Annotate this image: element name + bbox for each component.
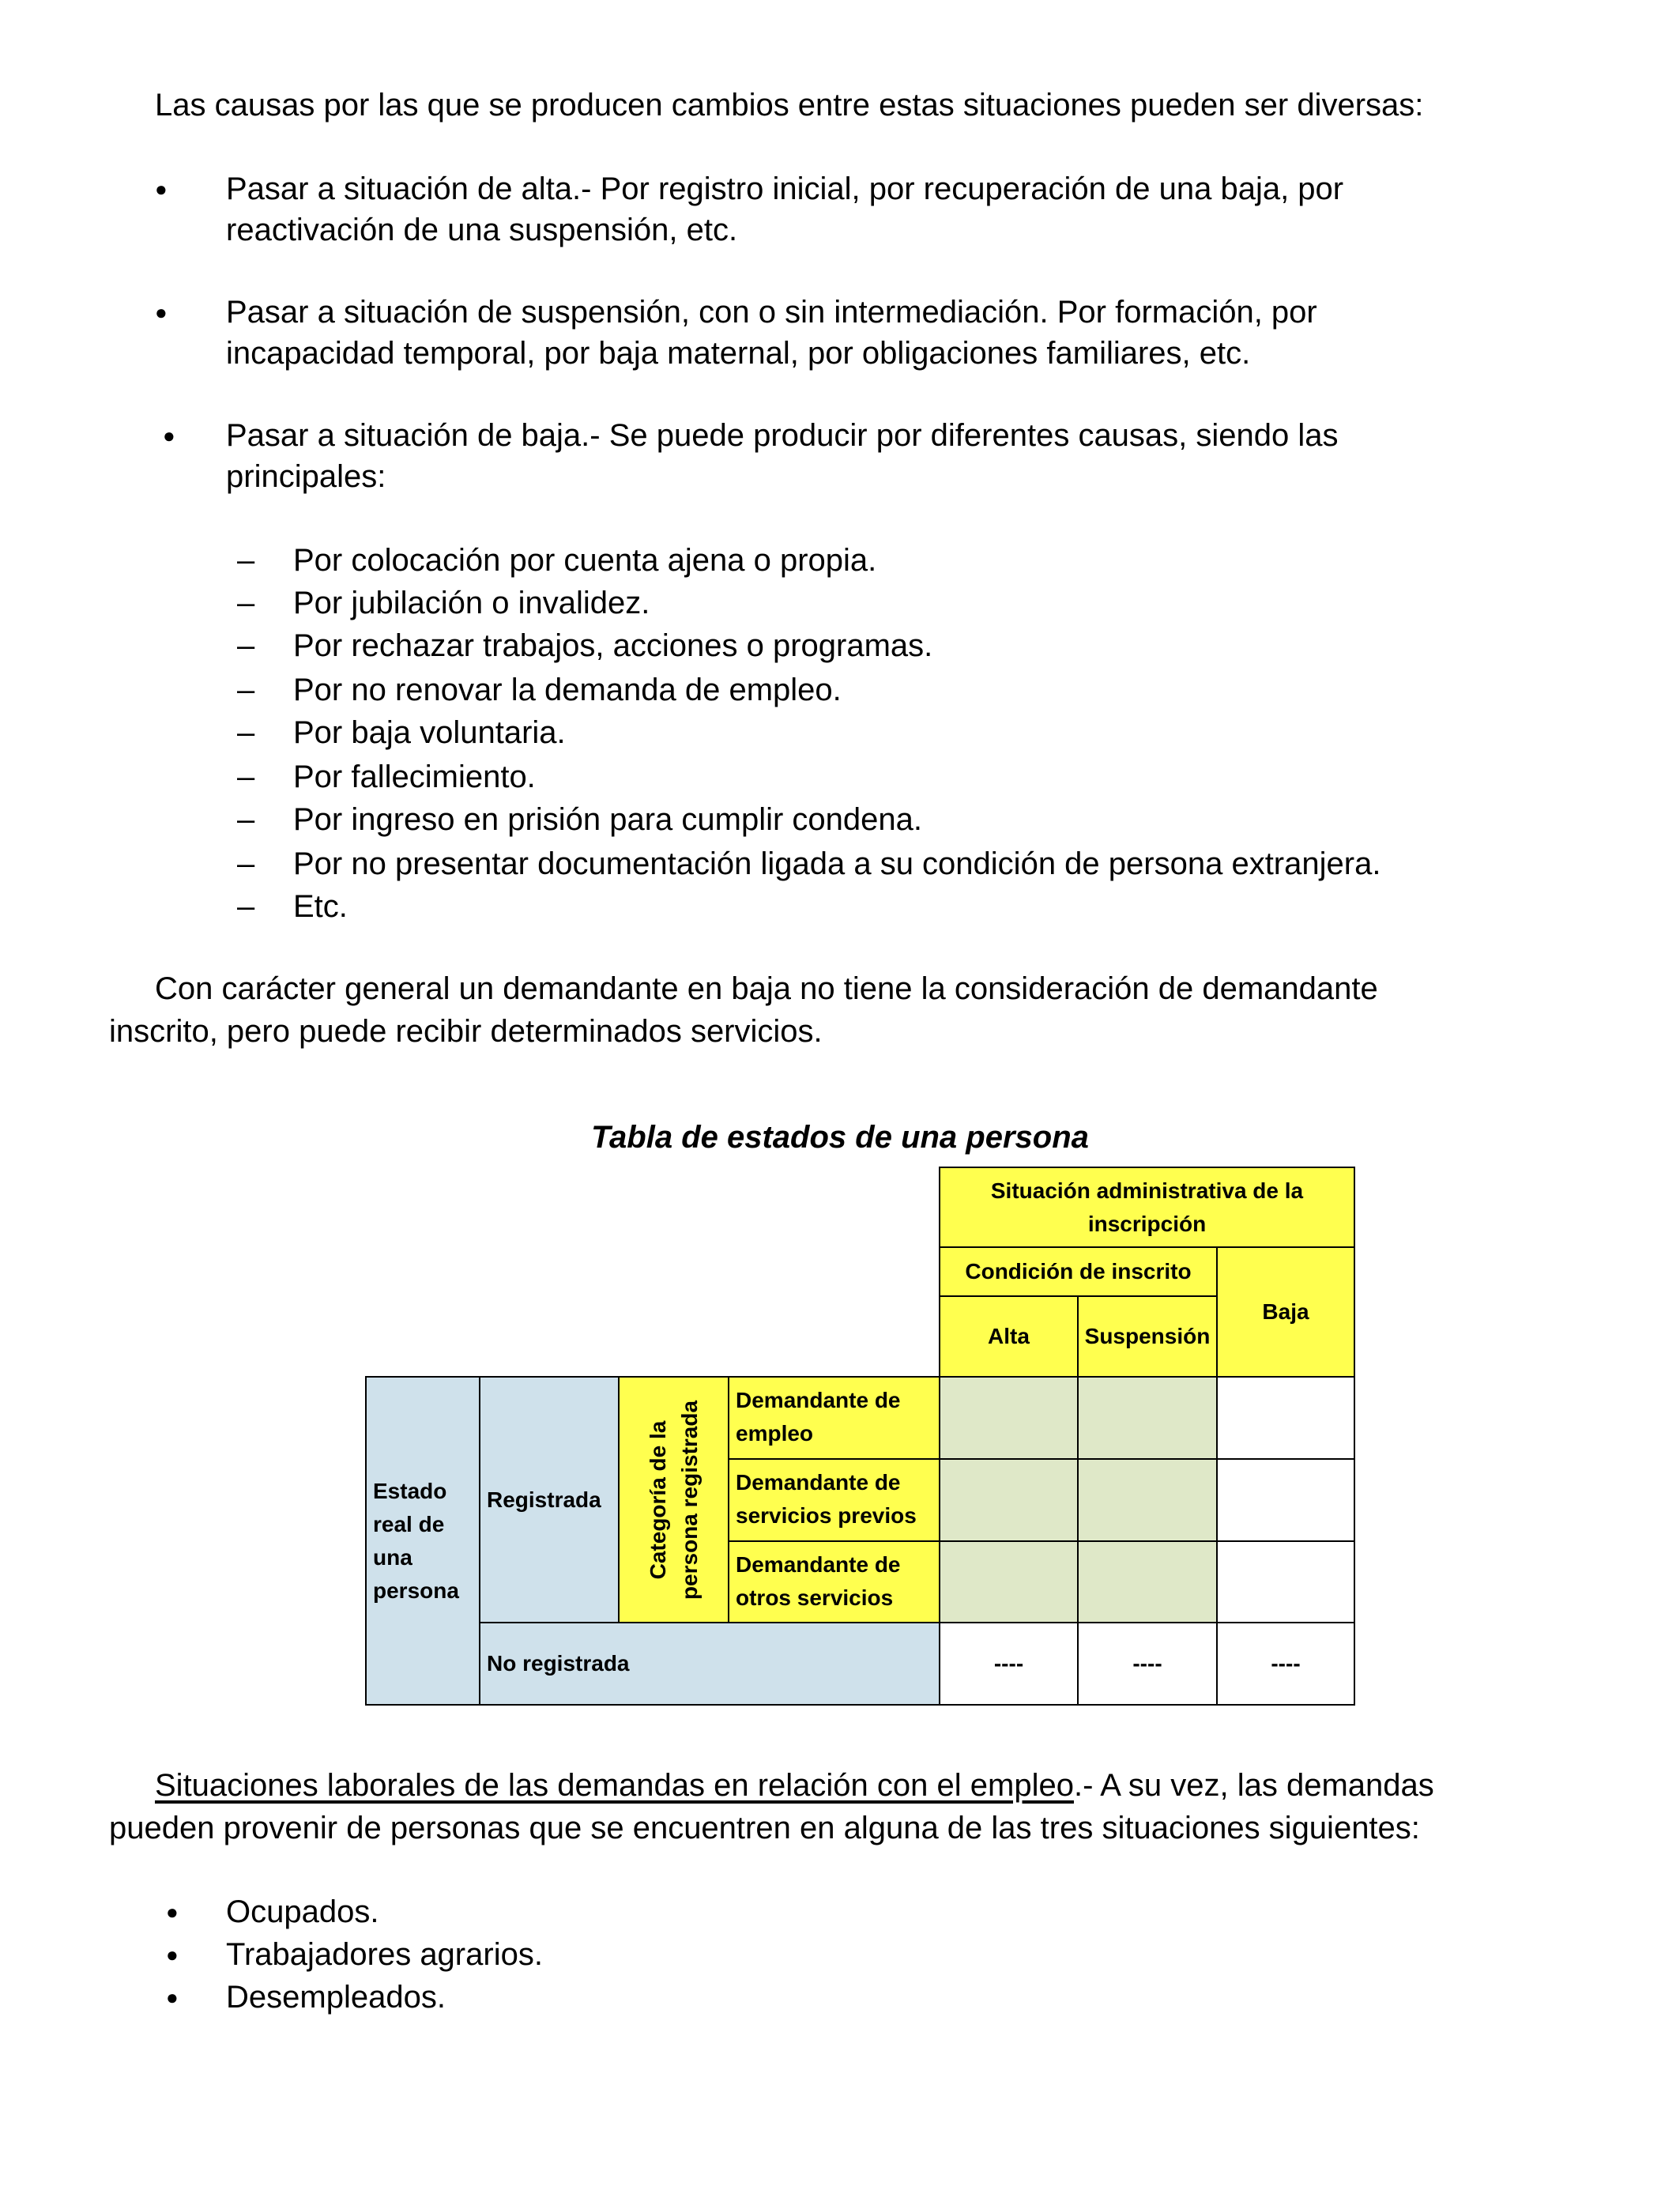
- row-demandante-servicios-previos: [728, 1458, 940, 1542]
- cell-no-registrada-suspension: [1077, 1622, 1218, 1706]
- final-bullet-item: Ocupados.: [226, 1894, 379, 1929]
- bullet-baja-line2: principales:: [226, 459, 386, 494]
- bullet-alta-line1: Pasar a situación de alta.- Por registro inicial, por recuperación de una baja, por: [226, 172, 1344, 206]
- cell-previos-suspension: [1077, 1458, 1218, 1542]
- general-line2: inscrito, pero puede recibir determinados servicios.: [109, 1014, 823, 1049]
- cause-item: Por no renovar la demanda de empleo.: [293, 673, 842, 707]
- row-label: Demandante de servicios previos: [736, 1470, 917, 1528]
- cell-no-registrada-alta: [939, 1622, 1079, 1706]
- intro-paragraph: Las causas por las que se producen cambios entre estas situaciones pueden ser diversas:: [155, 88, 1424, 123]
- dash-icon: –: [237, 846, 255, 881]
- dash-icon: –: [237, 673, 255, 707]
- dash-value: ----: [993, 1651, 1024, 1676]
- dash-icon: –: [237, 802, 255, 837]
- cell-empleo-baja: [1216, 1376, 1355, 1460]
- bullet-alta-line2: reactivación de una suspensión, etc.: [226, 213, 738, 247]
- bullet-icon: ●: [163, 424, 175, 447]
- header-baja: [1216, 1246, 1355, 1378]
- situaciones-line2: pueden provenir de personas que se encuentren en alguna de las tres situaciones siguientes:: [109, 1811, 1420, 1845]
- no-registrada-label: No registrada: [487, 1651, 630, 1676]
- cell-previos-baja: [1216, 1458, 1355, 1542]
- situaciones-rest: .- A su vez, las demandas: [1073, 1768, 1434, 1803]
- final-bullet-item: Desempleados.: [226, 1980, 446, 2015]
- dash-icon: –: [237, 889, 255, 924]
- row-label: Demandante de otros servicios: [736, 1552, 901, 1610]
- header-suspension-label: Suspensión: [1084, 1324, 1211, 1348]
- dash-icon: –: [237, 760, 255, 794]
- dash-icon: –: [237, 586, 255, 620]
- cell-no-registrada-baja: [1216, 1622, 1355, 1706]
- bullet-icon: ●: [155, 300, 168, 324]
- cell-otros-suspension: [1077, 1540, 1218, 1623]
- header-condicion: [939, 1246, 1218, 1297]
- dash-icon: –: [237, 715, 255, 750]
- bullet-icon: ●: [166, 1900, 179, 1924]
- dash-icon: –: [237, 628, 255, 663]
- header-suspension: [1077, 1295, 1218, 1378]
- dash-value: ----: [1132, 1651, 1162, 1676]
- cause-item: Por baja voluntaria.: [293, 715, 566, 750]
- situaciones-line1: [155, 1764, 1434, 1807]
- general-line1: Con carácter general un demandante en baja no tiene la consideración de demandante: [155, 971, 1378, 1006]
- no-registrada-cell: [479, 1622, 940, 1706]
- bullet-icon: ●: [166, 1985, 179, 2009]
- cause-item: Por ingreso en prisión para cumplir condena.: [293, 802, 922, 837]
- header-situacion: [939, 1167, 1355, 1248]
- dash-icon: –: [237, 543, 255, 578]
- dash-value: ----: [1271, 1651, 1301, 1676]
- cause-item: Por colocación por cuenta ajena o propia.: [293, 543, 877, 578]
- header-condicion-label: Condición de inscrito: [965, 1259, 1192, 1284]
- cause-item: Por fallecimiento.: [293, 760, 536, 794]
- header-situacion-label: Situación administrativa de la inscripción: [990, 1178, 1304, 1236]
- row-demandante-empleo: [728, 1376, 940, 1460]
- header-alta: [939, 1295, 1079, 1378]
- cell-previos-alta: [939, 1458, 1079, 1542]
- bullet-icon: ●: [166, 1943, 179, 1966]
- cause-item: Por no presentar documentación ligada a su condición de persona extranjera.: [293, 846, 1381, 881]
- row-label: Demandante de empleo: [736, 1388, 901, 1446]
- cause-item: Etc.: [293, 889, 348, 924]
- table-title: Tabla de estados de una persona: [591, 1120, 1089, 1155]
- cell-otros-alta: [939, 1540, 1079, 1623]
- cell-empleo-suspension: [1077, 1376, 1218, 1460]
- cause-item: Por jubilación o invalidez.: [293, 586, 650, 620]
- cell-empleo-alta: [939, 1376, 1079, 1460]
- header-alta-label: Alta: [988, 1324, 1030, 1348]
- header-baja-label: Baja: [1262, 1299, 1309, 1324]
- bullet-icon: ●: [155, 177, 168, 201]
- bullet-suspension-line1: Pasar a situación de suspensión, con o sin intermediación. Por formación, por: [226, 295, 1317, 330]
- situaciones-heading: Situaciones laborales de las demandas en relación con el empleo: [155, 1768, 1074, 1803]
- final-bullet-item: Trabajadores agrarios.: [226, 1937, 543, 1972]
- bullet-baja-line1: Pasar a situación de baja.- Se puede producir por diferentes causas, siendo las: [226, 418, 1339, 453]
- bullet-suspension-line2: incapacidad temporal, por baja maternal, por obligaciones familiares, etc.: [226, 336, 1251, 371]
- estado-real-label: Estado real de una persona: [373, 1478, 459, 1603]
- row-demandante-otros-servicios: [728, 1540, 940, 1623]
- cause-item: Por rechazar trabajos, acciones o programas.: [293, 628, 933, 663]
- cell-otros-baja: [1216, 1540, 1355, 1623]
- estado-real-cell: [365, 1376, 480, 1706]
- categoria-cell: [618, 1376, 729, 1623]
- registrada-label: Registrada: [487, 1487, 601, 1512]
- categoria-label: Categoría de la persona registrada: [645, 1400, 702, 1600]
- registrada-cell: [479, 1376, 620, 1623]
